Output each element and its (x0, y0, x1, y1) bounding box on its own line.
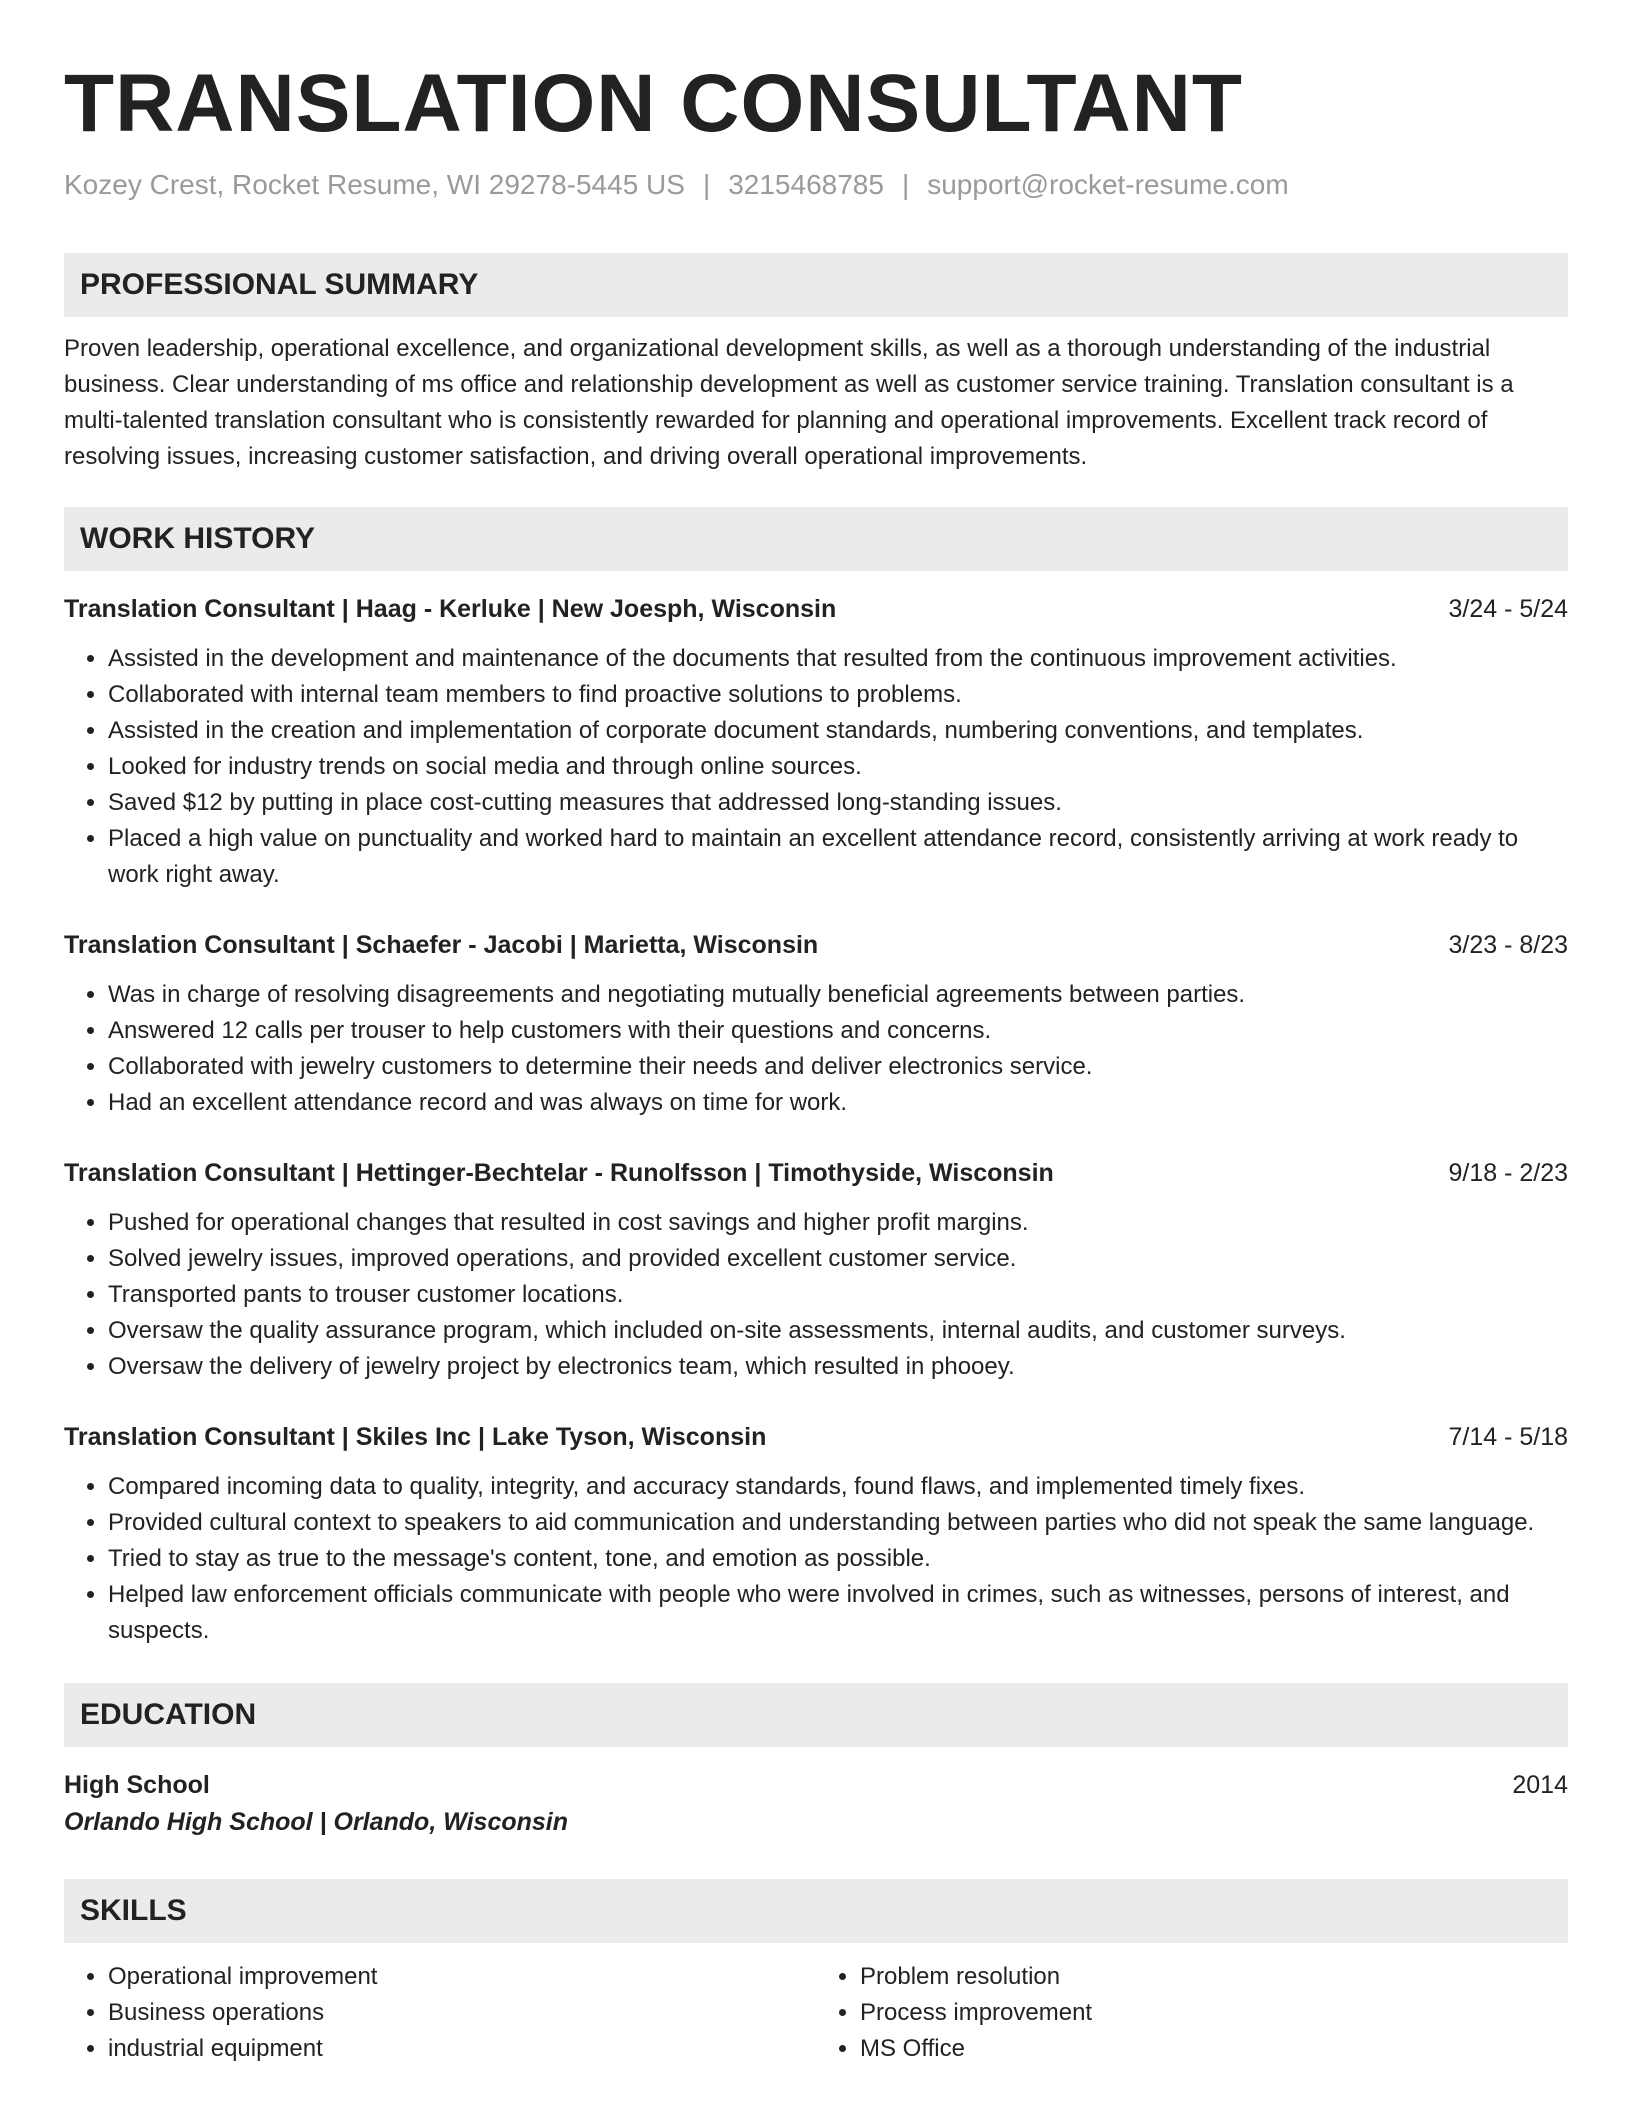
job-bullets (64, 1469, 1568, 1649)
skill-item: • Problem resolution (860, 1959, 1568, 1995)
summary-text: Proven leadership, operational excellence, and organizational development skills, as well as a thorough understanding of the industrial business. Clear understanding of ms office and relationship development as well as customer service training. Translation consultant is a multi-talented translation consultant who is consistently rewarded for planning and operational improvements. Excellent track record of resolving issues, increasing customer satisfaction, and driving overall operational improvements. (64, 335, 1514, 470)
section-header-education: EDUCATION (64, 1683, 1568, 1747)
job-bullet: • Provided cultural context to speakers to aid communication and understanding between parties who did not speak the same language. (108, 1505, 1568, 1541)
job-bullet: • Had an excellent attendance record and was always on time for work. (108, 1085, 1568, 1121)
skill-item: • industrial equipment (108, 2031, 816, 2067)
job-bullet: • Pushed for operational changes that resulted in cost savings and higher profit margins. (108, 1205, 1568, 1241)
contact-phone: 3215468785 (728, 169, 884, 200)
job-header (64, 1155, 1568, 1191)
job-bullet: • Assisted in the development and maintenance of the documents that resulted from the continuous improvement activities. (108, 641, 1568, 677)
job-heading: Translation Consultant | Hettinger-Bechtelar - Runolfsson | Timothyside, Wisconsin (64, 1159, 1054, 1187)
education-degree: High School (64, 1771, 210, 1799)
job-bullet: • Helped law enforcement officials communicate with people who were involved in crimes, such as witnesses, persons of interest, and suspects. (108, 1577, 1568, 1649)
job-heading: Translation Consultant | Schaefer - Jacobi | Marietta, Wisconsin (64, 931, 819, 959)
job-dates: 9/18 - 2/23 (1448, 1159, 1568, 1187)
job-bullet: • Assisted in the creation and implementation of corporate document standards, numbering conventions, and templates. (108, 713, 1568, 749)
job-bullet: • Tried to stay as true to the message's content, tone, and emotion as possible. (108, 1541, 1568, 1577)
education-entry (64, 1767, 1568, 1841)
job-bullet: • Was in charge of resolving disagreements and negotiating mutually beneficial agreements between parties. (108, 977, 1568, 1013)
job-heading: Translation Consultant | Haag - Kerluke | New Joesph, Wisconsin (64, 595, 837, 623)
skills-list (64, 1959, 1568, 2067)
job-entry (64, 927, 1568, 1121)
job-entry (64, 1155, 1568, 1385)
section-header-summary: PROFESSIONAL SUMMARY (64, 253, 1568, 317)
job-bullet: • Oversaw the delivery of jewelry project by electronics team, which resulted in phooey. (108, 1349, 1568, 1385)
education-year: 2014 (1512, 1771, 1568, 1799)
job-header (64, 591, 1568, 627)
skill-item: • MS Office (860, 2031, 1568, 2067)
job-bullet: • Saved $12 by putting in place cost-cutting measures that addressed long-standing issues. (108, 785, 1568, 821)
job-dates: 3/24 - 5/24 (1448, 595, 1568, 623)
education-school: Orlando High School | Orlando, Wisconsin (64, 1808, 569, 1836)
job-bullet: • Solved jewelry issues, improved operations, and provided excellent customer service. (108, 1241, 1568, 1277)
job-dates: 3/23 - 8/23 (1448, 931, 1568, 959)
job-bullet: • Oversaw the quality assurance program, which included on-site assessments, internal audits, and customer surveys. (108, 1313, 1568, 1349)
section-header-skills: SKILLS (64, 1879, 1568, 1943)
contact-separator: | (901, 169, 910, 200)
job-bullet: • Answered 12 calls per trouser to help customers with their questions and concerns. (108, 1013, 1568, 1049)
contact-address: Kozey Crest, Rocket Resume, WI 29278-5445 US (64, 169, 685, 200)
contact-email: support@rocket-resume.com (927, 169, 1289, 200)
job-bullets (64, 641, 1568, 893)
contact-separator: | (702, 169, 711, 200)
job-bullets (64, 1205, 1568, 1385)
skill-item: • Operational improvement (108, 1959, 816, 1995)
job-bullet: • Compared incoming data to quality, integrity, and accuracy standards, found flaws, and implemented timely fixes. (108, 1469, 1568, 1505)
job-bullet: • Placed a high value on punctuality and worked hard to maintain an excellent attendance record, consistently arriving at work ready to work right away. (108, 821, 1568, 893)
skill-item: • Process improvement (860, 1995, 1568, 2031)
contact-line (64, 168, 1568, 202)
education-header (64, 1767, 1568, 1803)
job-dates: 7/14 - 5/18 (1448, 1423, 1568, 1451)
job-bullet: • Looked for industry trends on social media and through online sources. (108, 749, 1568, 785)
skill-item: • Business operations (108, 1995, 816, 2031)
section-header-work-history: WORK HISTORY (64, 507, 1568, 571)
resume-name: TRANSLATION CONSULTANT (64, 58, 1243, 149)
job-header (64, 927, 1568, 963)
job-header (64, 1419, 1568, 1455)
job-bullet: • Transported pants to trouser customer locations. (108, 1277, 1568, 1313)
job-bullet: • Collaborated with internal team members to find proactive solutions to problems. (108, 677, 1568, 713)
job-entry (64, 591, 1568, 893)
job-bullets (64, 977, 1568, 1121)
skills-column-left (64, 1959, 816, 2067)
skills-column-right (816, 1959, 1568, 2067)
job-entry (64, 1419, 1568, 1649)
job-bullet: • Collaborated with jewelry customers to determine their needs and deliver electronics service. (108, 1049, 1568, 1085)
job-heading: Translation Consultant | Skiles Inc | Lake Tyson, Wisconsin (64, 1423, 767, 1451)
